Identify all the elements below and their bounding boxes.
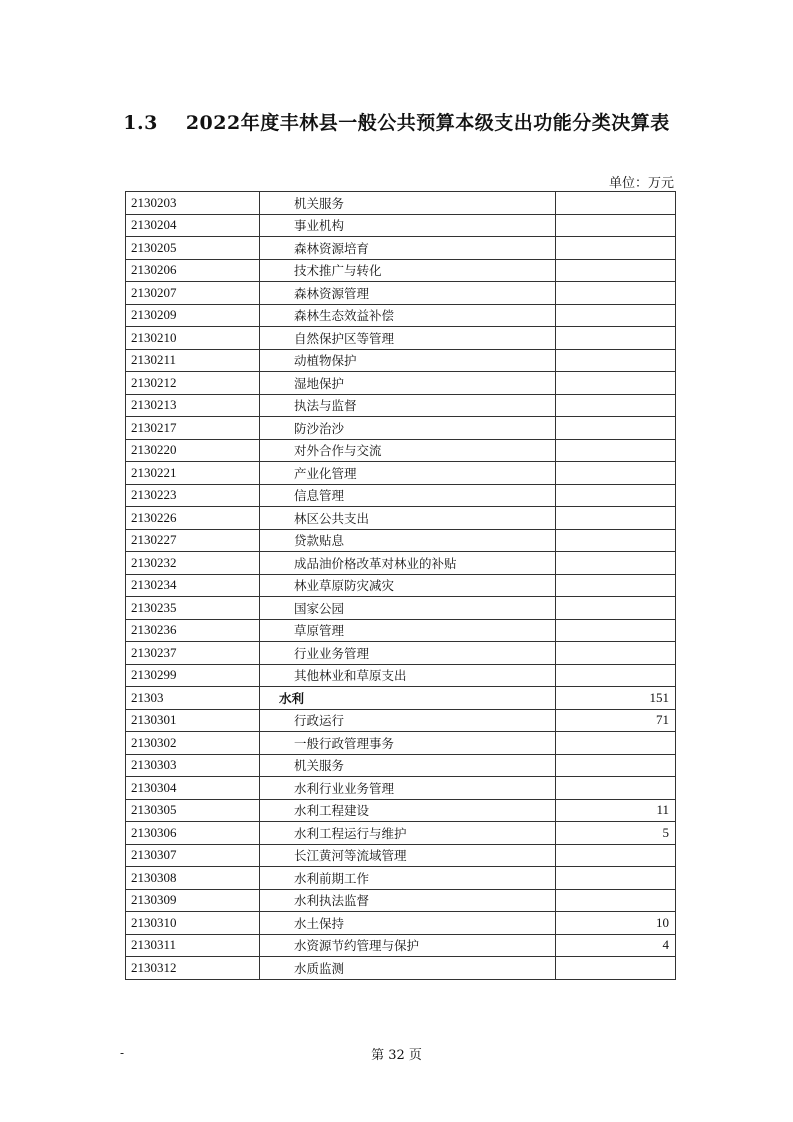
row-amount [556, 642, 676, 665]
row-name: 产业化管理 [260, 462, 556, 485]
table-row [126, 777, 676, 800]
row-code: 2130223 [126, 484, 260, 507]
row-code: 2130234 [126, 574, 260, 597]
row-name: 事业机构 [260, 214, 556, 237]
row-name: 长江黄河等流域管理 [260, 844, 556, 867]
row-code: 2130226 [126, 507, 260, 530]
table-row [126, 304, 676, 327]
row-code: 2130206 [126, 259, 260, 282]
table-row [126, 732, 676, 755]
row-amount [556, 844, 676, 867]
page-number: 第 32 页 [371, 1048, 422, 1063]
row-name: 林区公共支出 [260, 507, 556, 530]
row-name: 信息管理 [260, 484, 556, 507]
row-amount [556, 304, 676, 327]
row-code: 2130227 [126, 529, 260, 552]
row-amount [556, 214, 676, 237]
row-amount [556, 507, 676, 530]
table-row [126, 462, 676, 485]
row-code: 2130220 [126, 439, 260, 462]
title-number: 1.3 [123, 112, 158, 134]
row-amount [556, 754, 676, 777]
row-amount [556, 259, 676, 282]
page-title [0, 108, 793, 135]
row-amount [556, 619, 676, 642]
table-row [126, 552, 676, 575]
row-amount [556, 462, 676, 485]
row-name: 水利前期工作 [260, 867, 556, 890]
row-amount [556, 732, 676, 755]
row-code: 2130210 [126, 327, 260, 350]
table-row [126, 867, 676, 890]
row-amount [556, 889, 676, 912]
table-row [126, 664, 676, 687]
row-amount [556, 664, 676, 687]
unit-label: 单位：万元 [608, 176, 674, 191]
row-name: 其他林业和草原支出 [260, 664, 556, 687]
row-code: 2130204 [126, 214, 260, 237]
row-amount [556, 777, 676, 800]
row-name: 自然保护区等管理 [260, 327, 556, 350]
row-name: 水利 [260, 687, 556, 710]
row-name: 水土保持 [260, 912, 556, 935]
table-row [126, 439, 676, 462]
table-row [126, 529, 676, 552]
row-name: 防沙治沙 [260, 417, 556, 440]
row-amount [556, 237, 676, 260]
row-name: 行政运行 [260, 709, 556, 732]
row-code: 2130308 [126, 867, 260, 890]
row-amount [556, 484, 676, 507]
row-amount [556, 192, 676, 215]
row-name: 水资源节约管理与保护 [260, 934, 556, 957]
row-amount: 71 [556, 709, 676, 732]
row-amount [556, 552, 676, 575]
row-amount [556, 439, 676, 462]
row-code: 2130211 [126, 349, 260, 372]
table-row [126, 957, 676, 980]
row-amount: 10 [556, 912, 676, 935]
row-name: 水利工程建设 [260, 799, 556, 822]
row-amount [556, 529, 676, 552]
row-amount [556, 574, 676, 597]
row-code: 2130311 [126, 934, 260, 957]
row-name: 国家公园 [260, 597, 556, 620]
table-row [126, 349, 676, 372]
row-name: 行业业务管理 [260, 642, 556, 665]
row-name: 林业草原防灾减灾 [260, 574, 556, 597]
row-name: 一般行政管理事务 [260, 732, 556, 755]
table-row [126, 844, 676, 867]
row-amount [556, 957, 676, 980]
table-row [126, 934, 676, 957]
row-amount [556, 372, 676, 395]
row-code: 2130310 [126, 912, 260, 935]
table-row [126, 642, 676, 665]
row-name: 水利工程运行与维护 [260, 822, 556, 845]
row-code: 2130307 [126, 844, 260, 867]
table-row [126, 799, 676, 822]
row-amount: 4 [556, 934, 676, 957]
row-name: 成品油价格改革对林业的补贴 [260, 552, 556, 575]
table-row [126, 417, 676, 440]
row-code: 2130299 [126, 664, 260, 687]
row-code: 2130217 [126, 417, 260, 440]
row-name: 贷款贴息 [260, 529, 556, 552]
row-name: 湿地保护 [260, 372, 556, 395]
row-code: 21303 [126, 687, 260, 710]
row-name: 草原管理 [260, 619, 556, 642]
row-code: 2130304 [126, 777, 260, 800]
row-name: 执法与监督 [260, 394, 556, 417]
table-row [126, 574, 676, 597]
row-name: 机关服务 [260, 754, 556, 777]
row-code: 2130205 [126, 237, 260, 260]
row-code: 2130301 [126, 709, 260, 732]
table-row [126, 687, 676, 710]
row-amount [556, 394, 676, 417]
footer-dash: - [120, 1046, 125, 1060]
row-code: 2130207 [126, 282, 260, 305]
row-code: 2130306 [126, 822, 260, 845]
table-row [126, 754, 676, 777]
row-name: 水利行业业务管理 [260, 777, 556, 800]
table-row [126, 484, 676, 507]
row-name: 对外合作与交流 [260, 439, 556, 462]
table-row [126, 282, 676, 305]
table-row [126, 372, 676, 395]
table-row [126, 619, 676, 642]
row-name: 水利执法监督 [260, 889, 556, 912]
row-name: 森林资源管理 [260, 282, 556, 305]
table-row [126, 597, 676, 620]
row-amount [556, 417, 676, 440]
row-code: 2130312 [126, 957, 260, 980]
table-row [126, 889, 676, 912]
row-code: 2130213 [126, 394, 260, 417]
row-amount [556, 867, 676, 890]
row-code: 2130212 [126, 372, 260, 395]
table-row [126, 192, 676, 215]
row-code: 2130235 [126, 597, 260, 620]
table-row [126, 214, 676, 237]
table-row [126, 259, 676, 282]
row-amount [556, 349, 676, 372]
title-text: 2022年度丰林县一般公共预算本级支出功能分类决算表 [185, 112, 670, 134]
table-row [126, 822, 676, 845]
row-name: 技术推广与转化 [260, 259, 556, 282]
table-row [126, 237, 676, 260]
row-code: 2130232 [126, 552, 260, 575]
table-row [126, 507, 676, 530]
row-amount [556, 597, 676, 620]
row-name: 水质监测 [260, 957, 556, 980]
row-code: 2130309 [126, 889, 260, 912]
row-code: 2130221 [126, 462, 260, 485]
row-name: 动植物保护 [260, 349, 556, 372]
row-code: 2130305 [126, 799, 260, 822]
table-row [126, 394, 676, 417]
row-amount [556, 282, 676, 305]
row-code: 2130203 [126, 192, 260, 215]
row-amount: 151 [556, 687, 676, 710]
table-row [126, 327, 676, 350]
row-name: 机关服务 [260, 192, 556, 215]
row-code: 2130209 [126, 304, 260, 327]
row-code: 2130237 [126, 642, 260, 665]
row-name: 森林资源培育 [260, 237, 556, 260]
row-amount: 11 [556, 799, 676, 822]
row-code: 2130303 [126, 754, 260, 777]
row-code: 2130236 [126, 619, 260, 642]
row-amount: 5 [556, 822, 676, 845]
table-row [126, 912, 676, 935]
budget-table-body [126, 192, 676, 980]
row-code: 2130302 [126, 732, 260, 755]
row-amount [556, 327, 676, 350]
budget-table [125, 191, 676, 980]
row-name: 森林生态效益补偿 [260, 304, 556, 327]
table-row [126, 709, 676, 732]
